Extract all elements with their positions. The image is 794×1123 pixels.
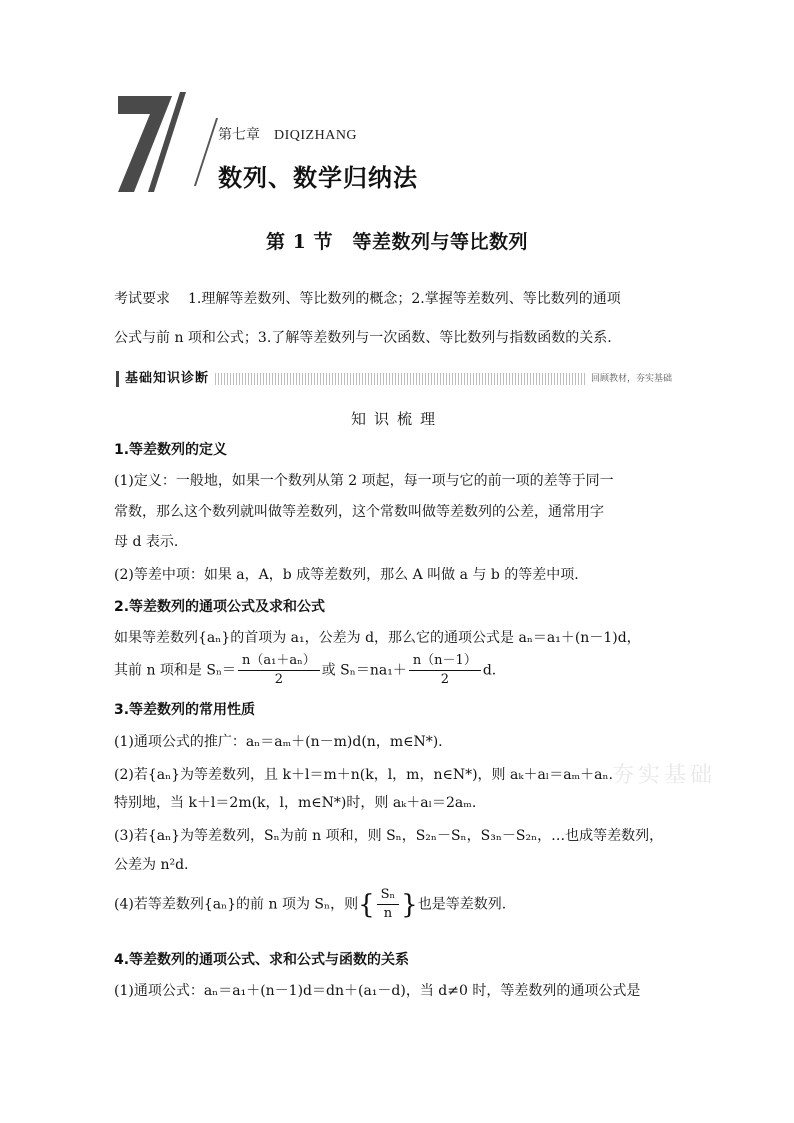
chapter-title: 数列、数学归纳法: [218, 164, 418, 192]
property-4-suffix: 也是等差数列.: [417, 896, 507, 913]
knowledge-heading: 知识梳理: [350, 410, 443, 428]
paragraph-definition-1: (1)定义：一般地，如果一个数列从第 2 项起，每一项与它的前一项的差等于同一: [114, 473, 614, 489]
paragraph-property-2: (2)若{aₙ}为等差数列，且 k＋l＝m＋n(k，l，m，n∈N*)，则 aₖ＋aₗ＝aₘ＋aₙ.: [114, 767, 613, 783]
paragraph-property-1: (1)通项公式的推广：aₙ＝aₘ＋(n－m)d(n，m∈N*).: [114, 734, 443, 750]
paragraph-property-3b: 公差为 n²d.: [114, 857, 189, 873]
heading-properties: 3.等差数列的常用性质: [114, 702, 256, 718]
chapter-label: [218, 124, 357, 144]
chapter-pinyin: DIQIZHANG: [274, 128, 358, 143]
section-banner: [116, 371, 678, 387]
sum-formula-suffix: d.: [482, 662, 497, 679]
sum-formula-prefix: 其前 n 项和是 Sₙ＝: [114, 662, 237, 679]
brace-left: {: [358, 889, 375, 920]
property-4-numerator: Sₙ: [377, 886, 400, 905]
chapter-label-text: 第七章: [218, 126, 260, 142]
paragraph-general-term: 如果等差数列{aₙ}的首项为 a₁，公差为 d，那么它的通项公式是 aₙ＝a₁＋(n－1)d，: [114, 630, 641, 646]
requirements-line-1: [114, 289, 684, 309]
banner-subtitle: 回顾教材，夯实基础: [585, 371, 678, 387]
paragraph-property-2-special: 特别地，当 k＋l＝2m(k，l，m∈N*)时，则 aₖ＋aₗ＝2aₘ.: [114, 795, 477, 811]
paragraph-function-relation: (1)通项公式：aₙ＝a₁＋(n－1)d＝dn＋(a₁－d)，当 d≠0 时，等差数列的通项公式是: [114, 983, 641, 999]
section-title: 第 1 节 等差数列与等比数列: [266, 231, 528, 253]
sum-fraction-1-denominator: 2: [274, 672, 284, 687]
paragraph-property-4: [114, 886, 684, 923]
chapter-number-graphic: [114, 88, 194, 198]
chapter-divider: [194, 118, 218, 186]
banner-title: 基础知识诊断: [116, 371, 215, 387]
requirements-line-2: 公式与前 n 项和公式；3.了解等差数列与一次函数、等比数列与指数函数的关系.: [114, 330, 612, 346]
paragraph-property-3a: (3)若{aₙ}为等差数列，Sₙ为前 n 项和，则 Sₙ，S₂ₙ－Sₙ，S₃ₙ－S₂ₙ，…也成等差数列，: [114, 828, 664, 844]
property-4-prefix: (4)若等差数列{aₙ}的前 n 项为 Sₙ，则: [114, 896, 359, 913]
heading-formulas: 2.等差数列的通项公式及求和公式: [114, 599, 326, 615]
sum-fraction-2: [409, 652, 481, 689]
property-4-denominator: n: [383, 906, 393, 921]
paragraph-definition-3: 母 d 表示.: [114, 534, 179, 550]
requirements-label: 考试要求: [114, 291, 170, 307]
sum-fraction-2-numerator: n（n－1）: [409, 652, 481, 671]
sum-fraction-1: [238, 652, 320, 689]
paragraph-sum-formula: [114, 652, 684, 689]
paragraph-middle-term: (2)等差中项：如果 a，A，b 成等差数列，那么 A 叫做 a 与 b 的等差中项.: [114, 567, 579, 583]
sum-formula-middle: 或 Sₙ＝na₁＋: [321, 662, 407, 679]
sum-fraction-2-denominator: 2: [440, 672, 449, 687]
watermark-text: 夯实基础: [612, 763, 717, 788]
heading-function-relation: 4.等差数列的通项公式、求和公式与函数的关系: [114, 952, 410, 968]
sum-fraction-1-numerator: n（a₁＋aₙ）: [238, 652, 320, 671]
paragraph-definition-2: 常数，那么这个数列就叫做等差数列，这个常数叫做等差数列的公差，通常用字: [114, 504, 604, 520]
property-4-fraction: [377, 886, 400, 923]
requirements-text-1: 1.理解等差数列、等比数列的概念；2.掌握等差数列、等比数列的通项: [188, 291, 621, 307]
brace-right: }: [401, 889, 418, 920]
heading-arithmetic-definition: 1.等差数列的定义: [114, 442, 228, 458]
